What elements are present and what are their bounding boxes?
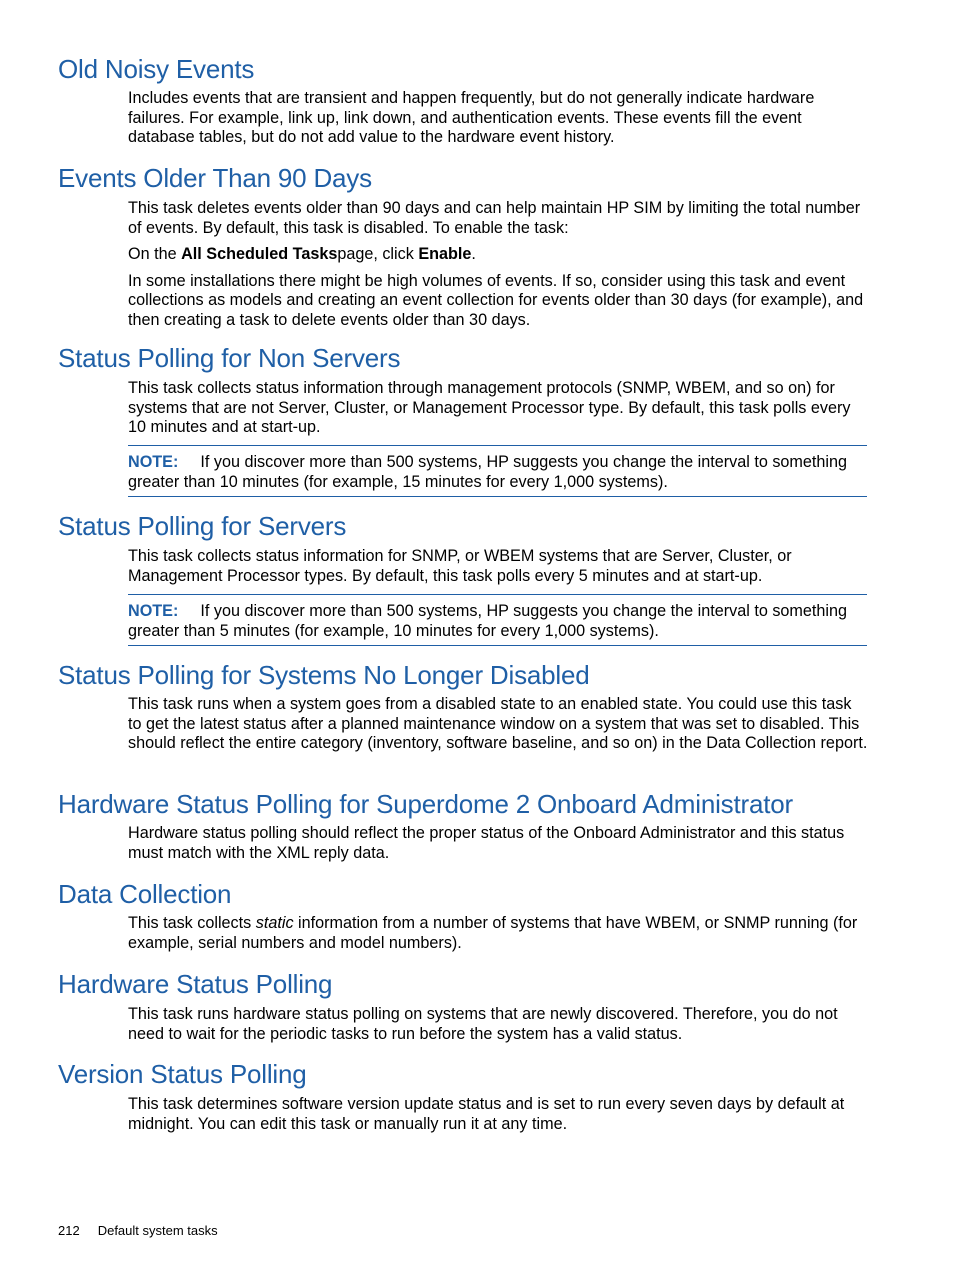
section-body-data-collection	[128, 914, 868, 960]
section-body-hardware-status-polling	[128, 1005, 868, 1051]
section-body-events-older-than-90-days	[128, 199, 868, 337]
ui-reference-page-name: All Scheduled Tasks	[181, 245, 338, 263]
instruction-middle: page, click	[337, 245, 419, 263]
section-heading-systems-no-longer-disabled: Status Polling for Systems No Longer Disabled	[58, 660, 590, 690]
paragraph: Hardware status polling should reflect the proper status of the Onboard Administrator and this status must match with the XML reply data.	[128, 824, 845, 862]
section-heading-status-polling-servers: Status Polling for Servers	[58, 511, 347, 541]
section-body-status-polling-non-servers	[128, 379, 868, 445]
note-label: NOTE:	[128, 453, 179, 471]
paragraph: This task runs hardware status polling on systems that are newly discovered. Therefore, you do not need to wait for the periodic tasks to run before the system has a valid status.	[128, 1005, 838, 1043]
section-heading-version-status-polling: Version Status Polling	[58, 1059, 307, 1089]
section-heading-status-polling-non-servers: Status Polling for Non Servers	[58, 343, 401, 373]
text-run: information from a number of systems that have WBEM, or SNMP running (for example, serial numbers and model numbers).	[128, 914, 858, 952]
paragraph: This task deletes events older than 90 days and can help maintain HP SIM by limiting the total number of events. By default, this task is disabled. To enable the task:	[128, 199, 861, 237]
instruction-step	[128, 245, 868, 265]
note-box	[128, 445, 867, 497]
emphasis-static: static	[255, 914, 294, 932]
ui-reference-enable: Enable	[418, 245, 472, 263]
section-heading-old-noisy-events: Old Noisy Events	[58, 54, 255, 84]
paragraph: This task runs when a system goes from a disabled state to an enabled state. You could use this task to get the latest status after a planned maintenance window on a system that was set to disabled. This should reflect the entire category (inventory, software baseline, and so on) in the Data Collection report.	[128, 695, 868, 752]
section-body-superdome-2-oa	[128, 824, 868, 870]
page-number: 212	[58, 1223, 80, 1238]
chapter-title: Default system tasks	[97, 1223, 218, 1238]
text-run: This task collects	[128, 914, 256, 932]
section-body-systems-no-longer-disabled	[128, 695, 868, 761]
paragraph	[128, 914, 868, 953]
paragraph: This task collects status information for SNMP, or WBEM systems that are Server, Cluster, or Management Processor types. By default, this task polls every 5 minutes and at start-up.	[128, 547, 792, 585]
note-box	[128, 594, 867, 646]
paragraph: Includes events that are transient and happen frequently, but do not generally indicate hardware failures. For example, link up, link down, and authentication events. These events fill the event database tables, but do not add value to the hardware event history.	[128, 89, 815, 146]
section-body-old-noisy-events	[128, 89, 868, 155]
note-text: If you discover more than 500 systems, HP suggests you change the interval to something greater than 5 minutes (for example, 10 minutes for every 1,000 systems).	[128, 602, 848, 640]
note-text: If you discover more than 500 systems, HP suggests you change the interval to something greater than 10 minutes (for example, 15 minutes for every 1,000 systems).	[128, 453, 848, 491]
paragraph: In some installations there might be high volumes of events. If so, consider using this task and event collections as models and creating an event collection for events older than 30 days (for example), and then creating a task to delete events older than 30 days.	[128, 271, 864, 329]
page-footer	[58, 1223, 218, 1239]
section-heading-events-older-than-90-days: Events Older Than 90 Days	[58, 163, 372, 193]
note-label: NOTE:	[128, 602, 179, 620]
instruction-prefix: On the	[128, 245, 182, 263]
section-body-version-status-polling	[128, 1095, 868, 1141]
section-heading-data-collection: Data Collection	[58, 879, 232, 909]
section-body-status-polling-servers	[128, 547, 868, 593]
section-heading-hardware-status-polling: Hardware Status Polling	[58, 969, 333, 999]
paragraph: This task determines software version update status and is set to run every seven days by default at midnight. You can edit this task or manually run it at any time.	[128, 1095, 845, 1133]
section-heading-superdome-2-oa: Hardware Status Polling for Superdome 2 Onboard Administrator	[58, 789, 793, 819]
instruction-suffix: .	[471, 245, 476, 263]
paragraph: This task collects status information through management protocols (SNMP, WBEM, and so on) for systems that are not Server, Cluster, or Management Processor type. By default, this task polls every 10 minutes and at start-up.	[128, 379, 851, 436]
